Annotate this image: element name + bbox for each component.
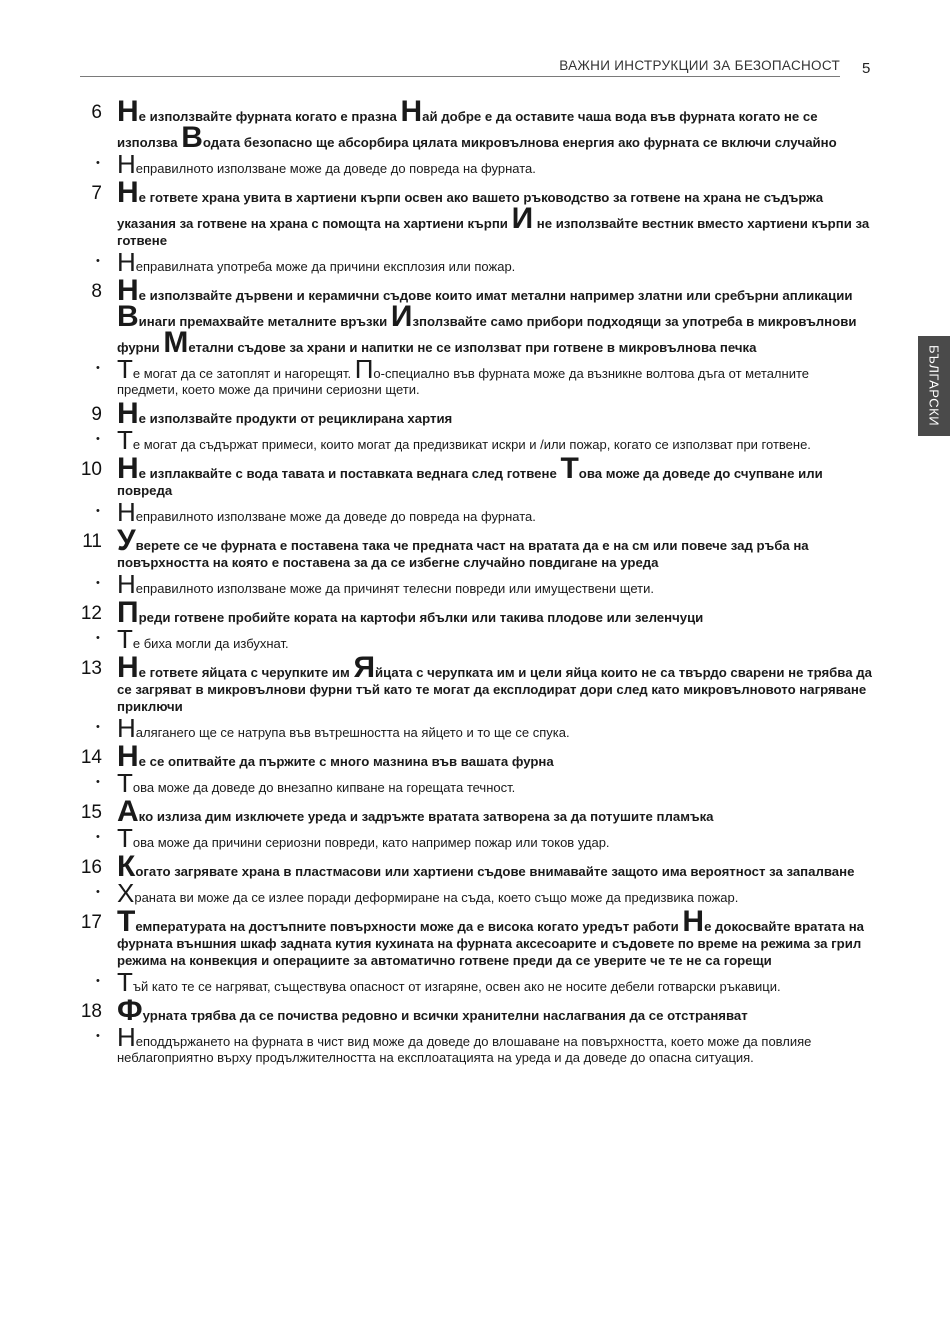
bullet-mark: • [96, 1030, 100, 1042]
language-tab-label: БЪЛГАРСКИ [926, 345, 942, 427]
bullet-mark: • [96, 776, 100, 788]
instruction-item [0, 524, 872, 571]
note-body: ова може да доведе до внезапно кипване на горещата течност. [132, 780, 516, 795]
instruction-item [0, 274, 872, 359]
instruction-warning [117, 95, 872, 154]
warning-text: ко излиза дим изключете уреда и задръжте вратата затворена за да потушите пламъка [138, 809, 714, 824]
note-body: е биха могли да избухнат. [132, 636, 289, 651]
instruction-note [0, 354, 872, 398]
warning-initial: Н [682, 905, 705, 938]
note-body: е могат да се затоплят и нагорещят. [132, 366, 355, 381]
warning-text: етални съдове за храни и напитки не се използват при готвене в микровълнова печка [188, 340, 757, 355]
warning-initial: Н [117, 651, 139, 684]
warning-text: е използвайте фурната когато е празна [138, 109, 401, 124]
instruction-note [0, 425, 872, 455]
warning-text: огато загрявате храна в пластмасови или хартиени съдове внимавайте защото има вероятност за запалване [135, 864, 855, 879]
note-text [117, 569, 872, 599]
note-initial: П [354, 354, 374, 384]
bullet-mark: • [96, 886, 100, 898]
warning-initial: Н [117, 452, 139, 485]
note-initial: Н [117, 713, 136, 743]
note-text [117, 768, 872, 798]
instruction-item [0, 905, 872, 969]
note-initial: Н [117, 1022, 136, 1052]
note-text [117, 624, 872, 654]
warning-initial: В [181, 121, 203, 154]
instruction-warning [117, 596, 872, 629]
note-initial: Н [117, 497, 136, 527]
bullet-mark: • [96, 975, 100, 987]
instruction-item [0, 596, 872, 629]
note-initial: Н [117, 149, 136, 179]
bullet-mark: • [96, 721, 100, 733]
warning-initial: П [117, 596, 139, 629]
bullet-mark: • [96, 831, 100, 843]
bullet-mark: • [96, 255, 100, 267]
instruction-note [0, 497, 872, 527]
instruction-item [0, 850, 872, 883]
note-body: еправилното използване може да причинят телесни повреди или имуществени щети. [135, 581, 654, 596]
note-initial: Т [117, 425, 133, 455]
warning-text: не използвайте вестник вместо хартиени кърпи за готвене [117, 216, 870, 248]
note-text [117, 878, 872, 908]
instruction-warning [117, 397, 872, 430]
instruction-note [0, 823, 872, 853]
warning-initial: И [511, 202, 534, 235]
warning-initial: К [117, 850, 136, 883]
instruction-note [0, 878, 872, 908]
instruction-number: 11 [82, 531, 102, 552]
note-initial: Т [117, 624, 133, 654]
instruction-number: 18 [80, 1001, 102, 1022]
warning-initial: Н [117, 740, 139, 773]
warning-initial: Н [117, 274, 139, 307]
note-text [117, 967, 872, 997]
header-rule [80, 76, 840, 77]
instruction-note [0, 149, 872, 179]
note-text [117, 1022, 872, 1066]
note-text [117, 425, 872, 455]
instruction-item [0, 452, 872, 499]
instruction-number: 8 [91, 281, 102, 302]
instruction-item [0, 740, 872, 773]
bullet-mark: • [96, 157, 100, 169]
note-text [117, 149, 872, 179]
instruction-item [0, 994, 872, 1027]
instruction-number: 15 [80, 802, 102, 823]
instruction-note [0, 768, 872, 798]
instruction-number: 14 [80, 747, 102, 768]
note-initial: Т [117, 768, 133, 798]
instruction-note [0, 569, 872, 599]
bullet-mark: • [96, 362, 100, 374]
instruction-item [0, 95, 872, 154]
note-text [117, 713, 872, 743]
instruction-warning [117, 850, 872, 883]
note-text [117, 823, 872, 853]
instruction-item [0, 176, 872, 249]
warning-initial: Н [117, 176, 139, 209]
instruction-warning [117, 651, 872, 715]
warning-initial: Н [400, 95, 423, 128]
instruction-warning [117, 452, 872, 499]
warning-initial: Н [117, 95, 139, 128]
instruction-number: 13 [80, 658, 102, 679]
instruction-note [0, 624, 872, 654]
note-text [117, 354, 872, 398]
warning-initial: А [117, 795, 139, 828]
warning-initial: Ф [117, 994, 143, 1027]
instruction-warning [117, 524, 872, 571]
warning-text: ай добре е да оставите чаша вода във фурната когато не се използва [117, 109, 818, 150]
instruction-note [0, 967, 872, 997]
instruction-warning [117, 740, 872, 773]
warning-text: зползвайте само прибори подходящи за употреба в микровълнови фурни [117, 314, 857, 355]
note-initial: Х [117, 878, 135, 908]
note-body: еправилното използване може да доведе до повреда на фурната. [135, 161, 536, 176]
warning-text: инаги премахвайте металните връзки [138, 314, 391, 329]
note-body: о-специално във фурната може да възникне волтова дъга от металните предмети, което може да причини сериозни щети. [117, 366, 810, 397]
instruction-number: 10 [80, 459, 102, 480]
instruction-warning [117, 994, 872, 1027]
warning-initial: Я [353, 651, 376, 684]
warning-initial: В [117, 300, 139, 333]
instruction-number: 12 [80, 603, 102, 624]
instruction-number: 7 [91, 183, 102, 204]
note-body: ова може да причини сериозни повреди, като например пожар или токов удар. [132, 835, 610, 850]
warning-text: йцата с черупката им и цели яйца които не са твърдо сварени не трябва да се загряват в микровълнови фурни тъй като те могат да експлодират дори след като микровълновото нагряване приключи [117, 665, 872, 714]
instruction-item [0, 651, 872, 715]
warning-text: е гответе яйцата с черупките им [138, 665, 354, 680]
note-body: еправилното използване може да доведе до повреда на фурната. [135, 509, 536, 524]
note-body: е могат да съдържат примеси, които могат да предизвикат искри и /или пожар, когато се използват при готвене. [132, 437, 811, 452]
header-title: ВАЖНИ ИНСТРУКЦИИ ЗА БЕЗОПАСНОСТ [559, 58, 840, 73]
warning-initial: Т [117, 905, 136, 938]
warning-text: е докосвайте вратата на фурната външния шкаф задната кутия кухината на фурната аксесоарите и съдовете по време на режима за грил режима на конвекция и операциите за автоматично готвене преди да се уверите че те не са горещи [117, 919, 865, 968]
note-body: ъй като те се нагряват, съществува опасност от изгаряне, освен ако не носите дебели готварски ръкавици. [132, 979, 781, 994]
warning-initial: Т [560, 452, 579, 485]
warning-text: е гответе храна увита в хартиени кърпи освен ако вашето ръководство за готвене на храна не съдържа указания за готвене на храна с помощта на хартиени кърпи [117, 190, 824, 231]
warning-text: урната трябва да се почиства редовно и всички хранителни наслагвания да се отстраняват [142, 1008, 748, 1023]
warning-text: ова може да доведе до счупване или повреда [117, 466, 823, 498]
warning-text: одата безопасно ще абсорбира цялата микровълнова енергия ако фурната се включи случайно [202, 135, 837, 150]
note-initial: Т [117, 967, 133, 997]
warning-initial: Н [117, 397, 139, 430]
note-body: раната ви може да се излее поради деформиране на съда, което също може да предизвика пожар. [134, 890, 739, 905]
note-initial: Т [117, 354, 133, 384]
note-body: еподдържането на фурната в чист вид може да доведе до влошаване на повърхността, което може да повлияе неблагоприятно върху продължителността на експлоатацията на уреда и да доведе до опасна ситуация. [117, 1034, 812, 1065]
note-initial: Т [117, 823, 133, 853]
safety-instructions-list [0, 95, 950, 1068]
instruction-number: 17 [80, 912, 102, 933]
instruction-item [0, 795, 872, 828]
warning-initial: М [163, 326, 189, 359]
page-number: 5 [862, 60, 871, 77]
warning-text: е се опитвайте да пържите с много мазнина във вашата фурна [138, 754, 554, 769]
warning-initial: У [117, 524, 136, 557]
bullet-mark: • [96, 577, 100, 589]
instruction-item [0, 397, 872, 430]
note-text [117, 497, 872, 527]
warning-text: е използвайте дървени и керамични съдове които имат метални например златни или сребърни апликации [138, 288, 853, 303]
bullet-mark: • [96, 632, 100, 644]
note-body: еправилната употреба може да причини експлозия или пожар. [135, 259, 516, 274]
warning-text: реди готвене пробийте кората на картофи ябълки или такива плодове или зеленчуци [138, 610, 704, 625]
note-body: аляганего ще се натрупа във вътрешността на яйцето и то ще се спука. [135, 725, 570, 740]
warning-text: емпературата на достъпните повърхности може да е висока когато уредът работи [135, 919, 683, 934]
instruction-note [0, 713, 872, 743]
warning-text: верете се че фурната е поставена така че предната част на вратата да е на см или повече зад ръба на повърхността на която е поставена за да се избегне случайно повдигане на уреда [117, 538, 809, 570]
warning-text: е изплаквайте с вода тавата и поставката веднага след готвене [138, 466, 561, 481]
instruction-number: 16 [80, 857, 102, 878]
instruction-warning [117, 795, 872, 828]
warning-text: е използвайте продукти от рециклирана хартия [138, 411, 453, 426]
instruction-warning [117, 905, 872, 969]
warning-initial: И [390, 300, 413, 333]
note-initial: Н [117, 569, 136, 599]
instruction-number: 9 [91, 404, 102, 425]
instruction-number: 6 [91, 102, 102, 123]
bullet-mark: • [96, 505, 100, 517]
note-initial: Н [117, 247, 136, 277]
instruction-warning [117, 176, 872, 249]
instruction-warning [117, 274, 872, 359]
bullet-mark: • [96, 433, 100, 445]
instruction-note [0, 1022, 872, 1066]
instruction-note [0, 247, 872, 277]
note-text [117, 247, 872, 277]
